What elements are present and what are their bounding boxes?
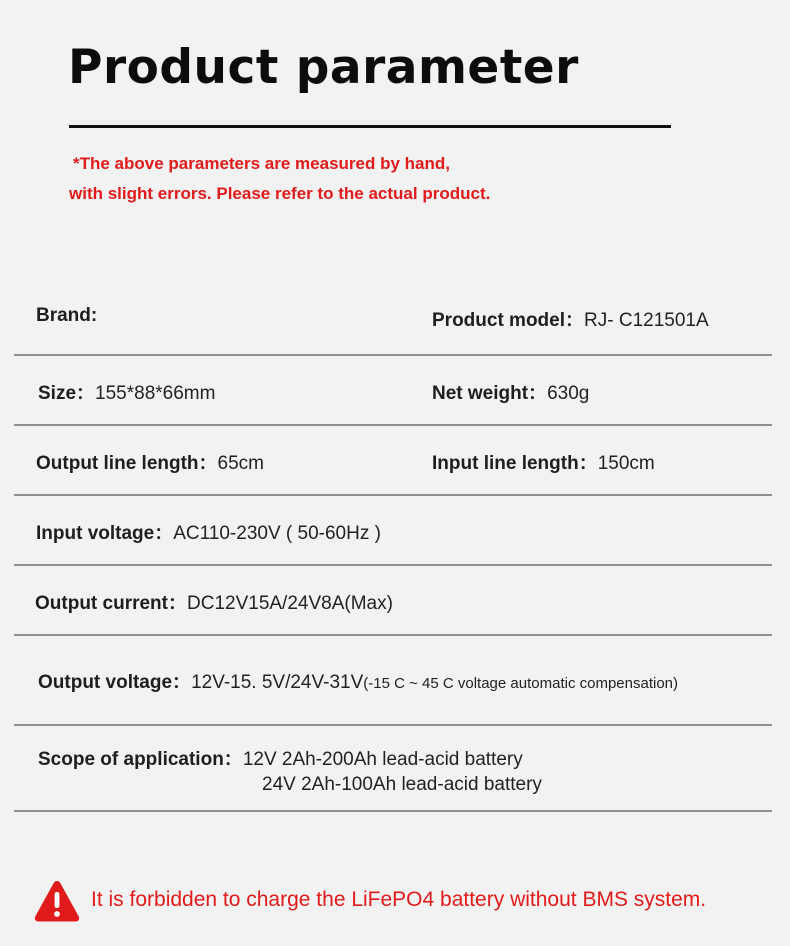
spec-net-weight-label: Net weight： bbox=[432, 383, 548, 404]
spec-scope-value-line2: 24V 2Ah-100Ah lead-acid battery bbox=[262, 774, 542, 795]
warning-text: It is forbidden to charge the LiFePO4 battery without BMS system. bbox=[91, 888, 707, 911]
spec-output-current-value: DC12V15A/24V8A(Max) bbox=[187, 593, 393, 614]
spec-model-value: RJ- C121501A bbox=[584, 310, 709, 331]
spec-size-value: 155*88*66mm bbox=[95, 383, 216, 404]
spec-scope-line2 bbox=[262, 774, 542, 796]
spec-input-line-length-label: Input line length： bbox=[432, 453, 598, 474]
row-divider bbox=[14, 724, 772, 726]
row-divider bbox=[14, 424, 772, 426]
spec-model-label: Product model： bbox=[432, 310, 585, 331]
spec-input-line-length bbox=[432, 448, 655, 475]
measurement-note-line1: *The above parameters are measured by hand, bbox=[73, 154, 450, 173]
warning-triangle-icon bbox=[34, 879, 80, 923]
spec-input-voltage bbox=[36, 518, 381, 545]
spec-scope bbox=[38, 744, 523, 771]
spec-net-weight-value: 630g bbox=[547, 383, 590, 404]
spec-size bbox=[38, 378, 215, 405]
spec-output-line-length-label: Output line length： bbox=[36, 453, 218, 474]
row-divider bbox=[14, 564, 772, 566]
row-divider bbox=[14, 634, 772, 636]
title-divider bbox=[69, 125, 671, 128]
spec-output-line-length-value: 65cm bbox=[217, 453, 264, 474]
spec-brand-label: Brand: bbox=[36, 305, 98, 326]
spec-model bbox=[432, 305, 709, 332]
spec-net-weight bbox=[432, 378, 589, 405]
spec-input-voltage-label: Input voltage： bbox=[36, 523, 174, 544]
spec-output-voltage bbox=[38, 667, 678, 694]
spec-output-voltage-label: Output voltage： bbox=[38, 672, 192, 693]
spec-size-label: Size： bbox=[38, 383, 96, 404]
spec-output-current bbox=[35, 588, 393, 615]
spec-output-voltage-value: 12V-15. 5V/24V-31V bbox=[191, 672, 364, 693]
spec-output-voltage-note: (-15 C ~ 45 C voltage automatic compensation) bbox=[363, 675, 678, 692]
spec-input-voltage-value: AC110-230V ( 50-60Hz ) bbox=[173, 523, 381, 544]
spec-scope-value-line1: 12V 2Ah-200Ah lead-acid battery bbox=[242, 749, 523, 770]
spec-output-line-length bbox=[36, 448, 264, 475]
row-divider bbox=[14, 494, 772, 496]
measurement-note-line2: with slight errors. Please refer to the actual product. bbox=[69, 184, 491, 203]
spec-brand bbox=[36, 305, 97, 327]
row-divider bbox=[14, 810, 772, 812]
warning-banner bbox=[34, 879, 774, 925]
spec-input-line-length-value: 150cm bbox=[597, 453, 655, 474]
row-divider bbox=[14, 354, 772, 356]
spec-output-current-label: Output current： bbox=[35, 593, 187, 614]
spec-scope-label: Scope of application： bbox=[38, 749, 243, 770]
page-title: Product parameter bbox=[68, 40, 579, 95]
